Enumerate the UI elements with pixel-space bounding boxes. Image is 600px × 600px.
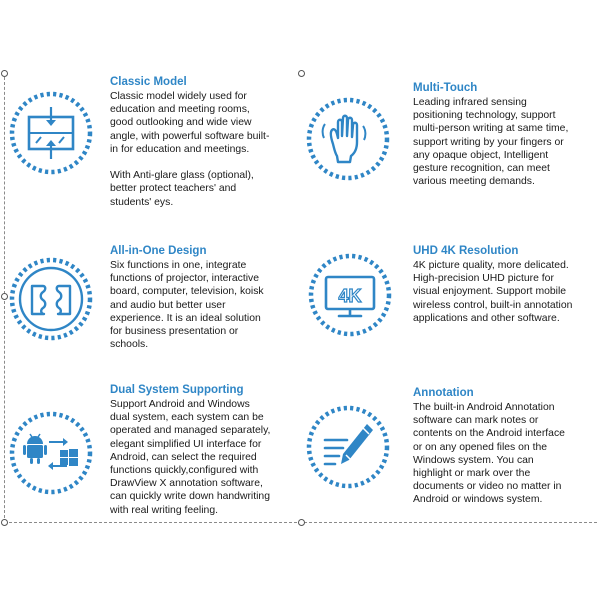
tempered-glass-icon [8, 90, 94, 176]
feature-title: Classic Model [110, 76, 187, 88]
feature-title: All-in-One Design [110, 245, 207, 257]
feature-title: UHD 4K Resolution [413, 245, 519, 257]
feature-description: Support Android and Windows dual system, each system can be operated and managed separately, elegant simplified UI interface for Android, can select the required functions quickly,configured with DrawView X annotation software, can quickly write down handwriting with real writing feeling. [110, 399, 271, 516]
frame-handle-bottom-mid[interactable] [298, 519, 305, 526]
feature-title: Annotation [413, 387, 474, 399]
feature-description: The built-in Android Annotation software can mark notes or contents on the Android interface or on any opened files on the Windows system. You can highlight or mark over the documents or video no matter in Android or windows system. [413, 402, 565, 506]
pen-annotation-icon [305, 404, 391, 490]
feature-description: Classic model widely used for education and meeting rooms, good outlooking and wide view angle, with powerful software built- in for education and meetings. With Anti-glare glass (optional), better protect teachers' and students' eys. [110, 91, 270, 208]
monitor-4k-icon [307, 252, 393, 338]
hand-touch-icon [305, 96, 391, 182]
feature-title: Multi-Touch [413, 82, 478, 94]
feature-description: Six functions in one, integrate functions of projector, interactive board, computer, television, koisk and audio but better user experience. It is an ideal solution for business presentation or schools. [110, 260, 264, 351]
android-windows-icon [8, 410, 94, 496]
frame-handle-top-left[interactable] [1, 70, 8, 77]
frame-handle-bottom-left[interactable] [1, 519, 8, 526]
frame-handle-top-mid[interactable] [298, 70, 305, 77]
feature-description: Leading infrared sensing positioning technology, support multi-person writing at same time, support writing by your fingers or any opaque object, Intelligent gesture recognition, can meet various meeting demands. [413, 97, 569, 188]
feature-description: 4K picture quality, more delicated. High-precision UHD picture for visual enjoyment. Support mobile wireless control, built-in annotation applications and other software. [413, 260, 573, 324]
all-in-one-icon [8, 256, 94, 342]
frame-handle-left-mid[interactable] [1, 293, 8, 300]
feature-title: Dual System Supporting [110, 384, 244, 396]
monitor-4k-label: 4K [338, 286, 362, 306]
